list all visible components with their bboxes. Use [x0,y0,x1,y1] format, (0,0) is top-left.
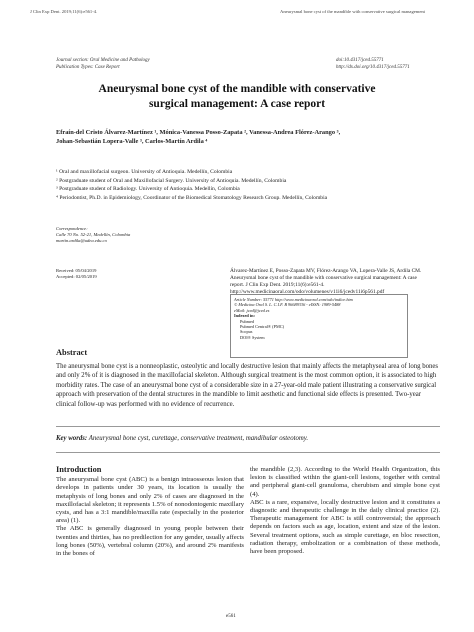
journal-section: Journal section: Oral Medicine and Pathology [56,58,150,63]
received-date: Received: 05/04/2019 [56,268,97,273]
abstract-heading: Abstract [56,348,88,357]
running-header-left: J Clin Exp Dent. 2019;11(6):e561-4. [30,9,98,14]
affiliation-3: ³ Postgraduate student of Radiology. University of Antioquia. Medellín, Colombia [56,186,240,193]
journal-meta [56,57,150,71]
correspondence: Correspondence: Calle 70 No. 52-21, Medellín, Colombia martin.ardila@udea.edu.co [56,226,131,243]
divider [56,452,440,453]
right-column [250,466,440,556]
keywords-label: Key words: [56,435,88,442]
affiliation-2: ² Postgraduate student of Oral and Maxillofacial Surgery. University of Antioquia. Medellín, Colombia [56,177,287,184]
affiliation-1: ¹ Oral and maxillofacial surgeon. University of Antioquia. Medellín, Colombia [56,169,233,175]
accepted-date: Accepted: 02/05/2019 [56,274,97,279]
abstract [56,348,440,410]
running-header-right: Aneurysmal bone cyst of the mandible with conservative surgical management [280,9,425,14]
keywords-text: Aneurysmal bone cyst, curettage, conservative treatment, mandibular osteotomy. [87,435,309,442]
paragraph: the mandible (2,3). According to the World Health Organization, this lesion is classified within the giant-cell lesions, together with central and peripheral giant-cell granuloma, cherubism and simple bone cyst (4). [250,466,440,498]
doi-block [336,57,410,71]
paragraph: ABC is a rare, expansive, locally destructive lesion and it constitutes a diagnostic and therapeutic challenge in the daily clinical practice (2). Therapeutic management for ABC is still controversial; the approach depends on factors such as age, location, extent and size of the lesion. Several treatment options, such as simple curettage, en bloc resection, radiation therapy, embolization or a combination of these methods, have been proposed. [250,498,440,556]
correspondence-email[interactable]: martin.ardila@udea.edu.co [56,238,107,243]
citation: Álvarez-Martínez E, Posso-Zapata MV, Flórez-Arango VA, Lopera-Valle JS, Ardila CM. Aneurysmal bone cyst of the mandible with conservative surgical management: A case report. J Clin Exp Dent. 2019;11(6):e561-4. http://www.medicinaoral.com/odo/volumenes/v11i6/jcedv11i6p561.pdf [230,268,422,295]
article-info-box: Article Number: 55771 http://www.medicinaoral.com/odo/indice.htm © Medicina Oral S. L. C.I.F. B 96689336 - eISSN: 1989-5488 eMail: jced@jced.es Indexed in: Pubmed Pubmed Central® (PMC) Scopus DOI® System [230,294,408,358]
paragraph: The ABC is generally diagnosed in young people between their twenties and thirties, has no predilection for any gender, usually affects long bones (50%), vertebral column (20%), and around 2% manifests in the bones of [56,525,244,558]
abstract-text: The aneurysmal bone cyst is a nonneoplastic, osteolytic and locally destructive lesion that mainly affects the metaphyseal area of long bones and only 2% of it is diagnosed in the maxillofacial skeleton. Although surgical treatment is the most common option, it is associated to high morbidity rates. The case of an aneurysmal bone cyst of a considerable size in a 27-year-old male patient illustrating a conservative surgical approach with preservation of the dental structures in the mandible to limit aesthetic and functional side effects is presented. Two-year clinical follow-up was performed with no evidence of recurrence. [56,362,439,408]
page-number: e561 [226,614,236,619]
introduction-column [56,466,244,558]
paragraph: The aneurysmal bone cyst (ABC) is a benign intraosseous lesion that develops in patients under 30 years, its location is usually the metaphysis of long bones and only 2% of cases are diagnosed in the maxillofacial skeleton; it represents 1.5% of nonodontogenic maxillary cysts, and has a 3:1 mandible/maxilla rate (especially in the posterior area) (1). [56,476,244,525]
introduction-heading: Introduction [56,465,102,474]
author-list: Efraín-del Cristo Álvarez-Martínez ¹, Mónica-Vanessa Posso-Zapata ², Vanessa-Andrea Flórez-Arango ³, Johan-Sebastián Lopera-Valle ³, Carlos-Martín Ardila ⁴ [56,129,341,145]
article-dates [56,268,97,280]
affiliation-4: ⁴ Periodontist, Ph.D. in Epidemiology, Coordinator of the Biomedical Stomatology Research Group. Medellín, Colombia [56,194,328,201]
divider [56,426,440,427]
affiliations [56,169,436,203]
doi-link[interactable]: http://dx.doi.org/10.4317/jced.55771 [336,65,410,70]
doi: doi:10.4317/jced.55771 [336,58,384,63]
article-title: Aneurysmal bone cyst of the mandible with conservative surgical management: A case report [98,83,376,110]
publication-type: Publication Types: Case Report [56,65,120,70]
keywords [56,434,440,443]
